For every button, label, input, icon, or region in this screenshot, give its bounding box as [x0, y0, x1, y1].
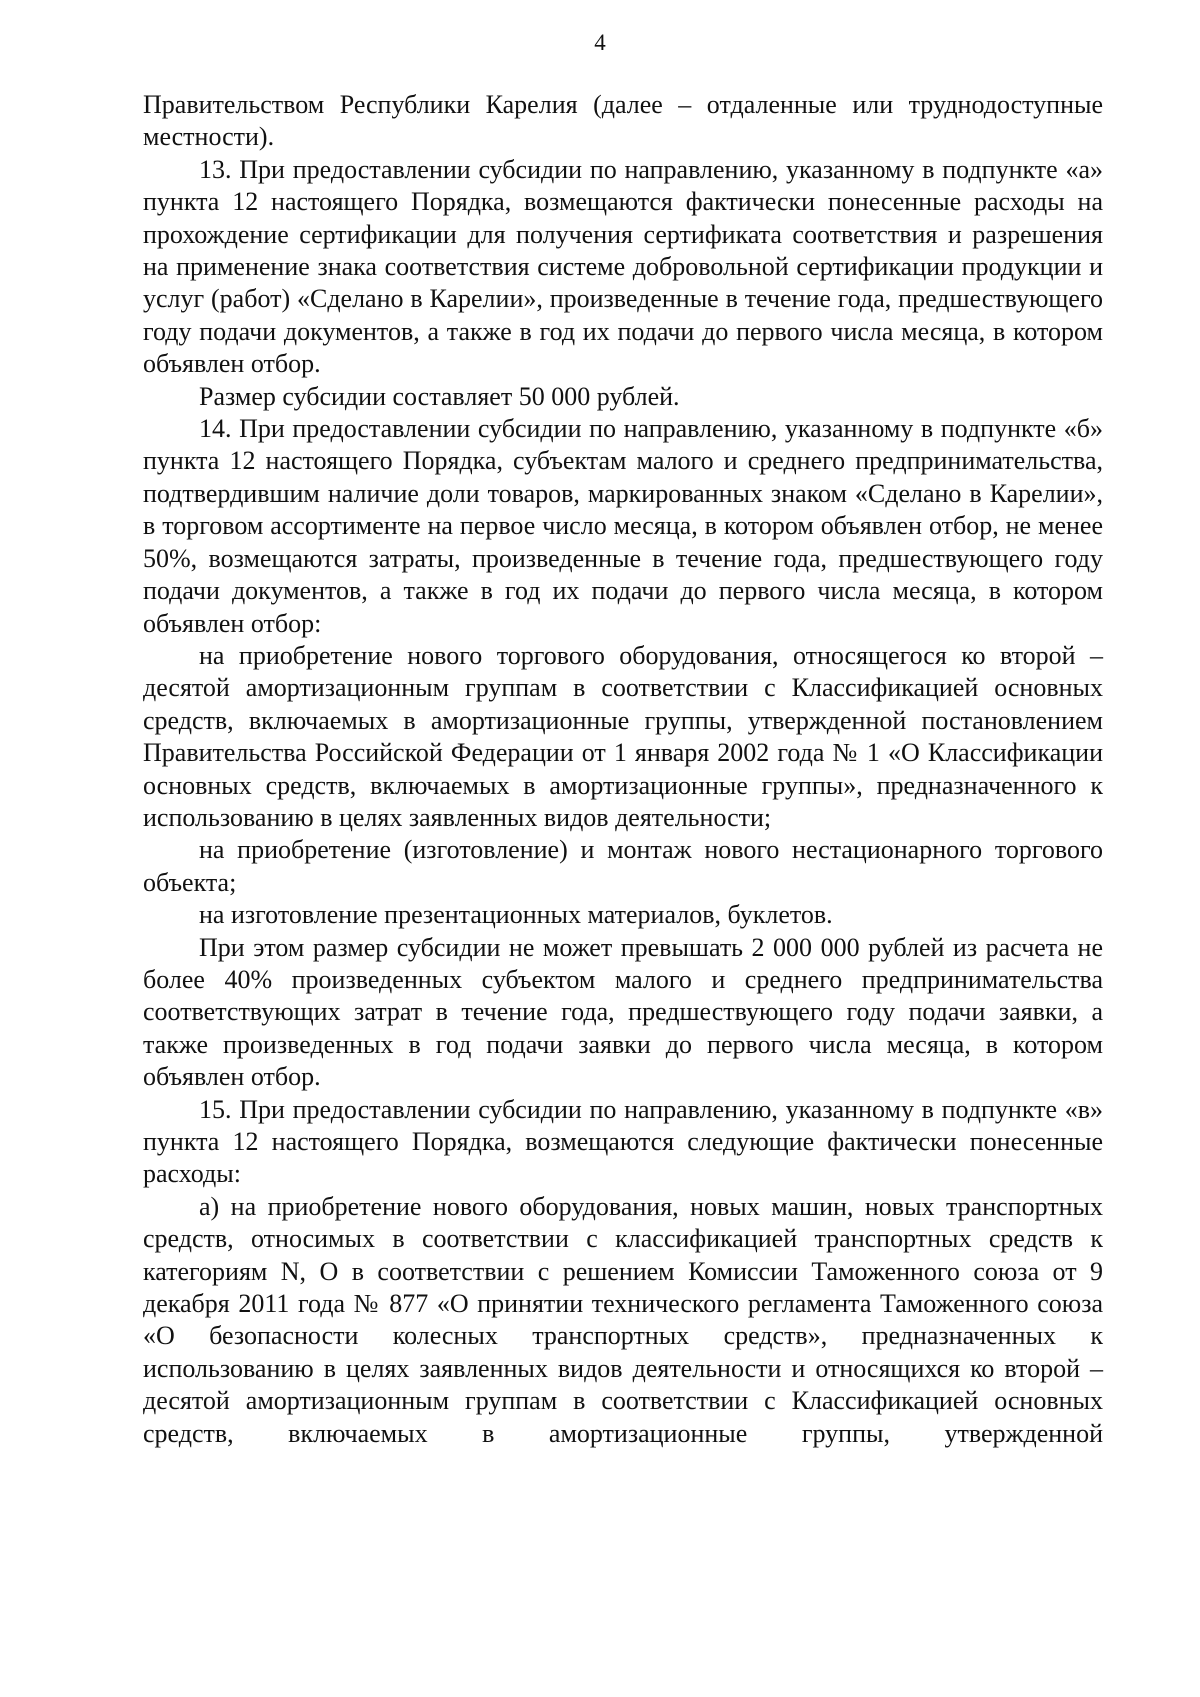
- page-number: 4: [594, 30, 606, 55]
- paragraph-14: 14. При предоставлении субсидии по направлению, указанному в подпункте «б» пункта 12 настоящего Порядка, субъектам малого и среднего предпринимательства, подтвердившим наличие доли товаров, маркированных знаком «Сделано в Карелии», в торговом ассортименте на первое число месяца, в котором объявлен отбор, не менее 50%, возмещаются затраты, произведенные в течение года, предшествующего году подачи документов, а также в год их подачи до первого числа месяца, в котором объявлен отбор:: [143, 414, 1103, 638]
- paragraph-trade-equipment: на приобретение нового торгового оборудования, относящегося ко второй – десятой амортизационным группам в соответствии с Классификацией основных средств, включаемых в амортизационные группы, утвержденной постановлением Правительства Российской Федерации от 1 января 2002 года № 1 «О Классификации основных средств, включаемых в амортизационные группы», предназначенного к использованию в целях заявленных видов деятельности;: [143, 640, 1103, 832]
- paragraph-subsidy-amount: Размер субсидии составляет 50 000 рублей.: [199, 381, 680, 411]
- paragraph-15: 15. При предоставлении субсидии по направлению, указанному в подпункте «в» пункта 12 настоящего Порядка, возмещаются следующие фактически понесенные расходы:: [143, 1094, 1103, 1189]
- paragraph-subsidy-limit: При этом размер субсидии не может превышать 2 000 000 рублей из расчета не более 40% произведенных субъектом малого и среднего предпринимательства соответствующих затрат в течение года, предшествующего году подачи заявки, а также произведенных в год подачи заявки до первого числа месяца, в котором объявлен отбор.: [143, 932, 1103, 1092]
- paragraph-trade-object: на приобретение (изготовление) и монтаж нового нестационарного торгового объекта;: [143, 835, 1103, 897]
- paragraph-15-a: а) на приобретение нового оборудования, новых машин, новых транспортных средств, относимых в соответствии с классификацией транспортных средств к категориям N, O в соответствии с решением Комиссии Таможенного союза от 9 декабря 2011 года № 877 «О принятии технического регламента Таможенного союза «О безопасности колесных транспортных средств», предназначенных к использованию в целях заявленных видов деятельности и относящихся ко второй – десятой амортизационным группам в соответствии с Классификацией основных средств, включаемых в амортизационные группы, утвержденной: [143, 1191, 1103, 1448]
- paragraph-continuation: Правительством Республики Карелия (далее – отдаленные или труднодоступные местности).: [143, 90, 1103, 152]
- document-body: [143, 89, 1103, 1450]
- paragraph-13: 13. При предоставлении субсидии по направлению, указанному в подпункте «а» пункта 12 настоящего Порядка, возмещаются фактически понесенные расходы на прохождение сертификации для получения сертификата соответствия и разрешения на применение знака соответствия системе добровольной сертификации продукции и услуг (работ) «Сделано в Карелии», произведенные в течение года, предшествующего году подачи документов, а также в год их подачи до первого числа месяца, в котором объявлен отбор.: [143, 154, 1103, 379]
- paragraph-presentation-materials: на изготовление презентационных материалов, буклетов.: [199, 900, 833, 930]
